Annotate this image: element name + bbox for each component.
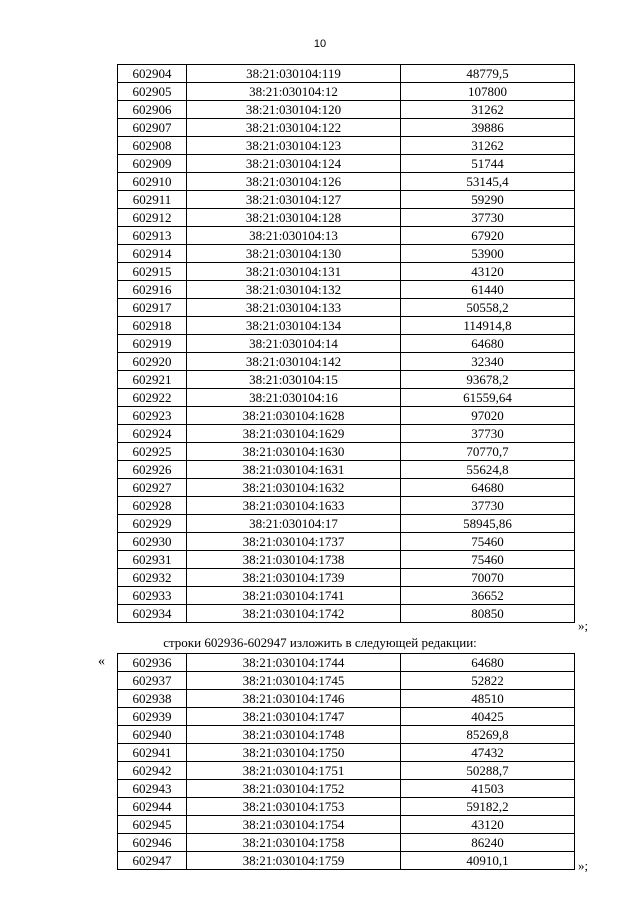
row-number-cell: 602933: [118, 587, 187, 605]
table-row: [118, 726, 575, 744]
row-number-cell: 602927: [118, 479, 187, 497]
cadastral-number-cell: 38:21:030104:1747: [187, 708, 401, 726]
value-cell: 39886: [401, 119, 575, 137]
value-cell: 59182,2: [401, 798, 575, 816]
row-number-cell: 602915: [118, 263, 187, 281]
cadastral-number-cell: 38:21:030104:12: [187, 83, 401, 101]
row-number-cell: 602934: [118, 605, 187, 623]
value-cell: 36652: [401, 587, 575, 605]
table-row: [118, 605, 575, 623]
value-cell: 32340: [401, 353, 575, 371]
table-row: [118, 119, 575, 137]
opening-quote: «: [98, 654, 105, 669]
cadastral-number-cell: 38:21:030104:17: [187, 515, 401, 533]
value-cell: 37730: [401, 497, 575, 515]
row-number-cell: 602942: [118, 762, 187, 780]
value-cell: 48779,5: [401, 65, 575, 83]
register-table-2: [117, 653, 575, 870]
cadastral-number-cell: 38:21:030104:131: [187, 263, 401, 281]
row-number-cell: 602922: [118, 389, 187, 407]
table-row: [118, 780, 575, 798]
row-number-cell: 602931: [118, 551, 187, 569]
register-table-1: [117, 64, 575, 623]
row-number-cell: 602945: [118, 816, 187, 834]
cadastral-number-cell: 38:21:030104:1737: [187, 533, 401, 551]
row-number-cell: 602910: [118, 173, 187, 191]
cadastral-number-cell: 38:21:030104:1632: [187, 479, 401, 497]
value-cell: 97020: [401, 407, 575, 425]
cadastral-number-cell: 38:21:030104:142: [187, 353, 401, 371]
table-row: [118, 497, 575, 515]
table-row: [118, 852, 575, 870]
cadastral-number-cell: 38:21:030104:134: [187, 317, 401, 335]
row-number-cell: 602914: [118, 245, 187, 263]
cadastral-number-cell: 38:21:030104:1752: [187, 780, 401, 798]
row-number-cell: 602928: [118, 497, 187, 515]
table-row: [118, 227, 575, 245]
value-cell: 114914,8: [401, 317, 575, 335]
row-number-cell: 602947: [118, 852, 187, 870]
row-number-cell: 602905: [118, 83, 187, 101]
row-number-cell: 602926: [118, 461, 187, 479]
value-cell: 37730: [401, 425, 575, 443]
cadastral-number-cell: 38:21:030104:128: [187, 209, 401, 227]
cadastral-number-cell: 38:21:030104:1628: [187, 407, 401, 425]
table-row: [118, 371, 575, 389]
value-cell: 50288,7: [401, 762, 575, 780]
row-number-cell: 602938: [118, 690, 187, 708]
table-row: [118, 744, 575, 762]
value-cell: 53145,4: [401, 173, 575, 191]
cadastral-number-cell: 38:21:030104:133: [187, 299, 401, 317]
row-number-cell: 602906: [118, 101, 187, 119]
page-number: 10: [313, 38, 327, 50]
row-number-cell: 602919: [118, 335, 187, 353]
row-number-cell: 602920: [118, 353, 187, 371]
table-row: [118, 461, 575, 479]
table-row: [118, 389, 575, 407]
row-number-cell: 602925: [118, 443, 187, 461]
value-cell: 40910,1: [401, 852, 575, 870]
table-row: [118, 263, 575, 281]
table-row: [118, 317, 575, 335]
cadastral-number-cell: 38:21:030104:15: [187, 371, 401, 389]
cadastral-number-cell: 38:21:030104:120: [187, 101, 401, 119]
row-number-cell: 602936: [118, 654, 187, 672]
cadastral-number-cell: 38:21:030104:127: [187, 191, 401, 209]
cadastral-number-cell: 38:21:030104:1746: [187, 690, 401, 708]
cadastral-number-cell: 38:21:030104:1745: [187, 672, 401, 690]
value-cell: 59290: [401, 191, 575, 209]
table-row: [118, 335, 575, 353]
table-row: [118, 155, 575, 173]
table-row: [118, 101, 575, 119]
cadastral-number-cell: 38:21:030104:1754: [187, 816, 401, 834]
value-cell: 51744: [401, 155, 575, 173]
table-row: [118, 299, 575, 317]
value-cell: 31262: [401, 101, 575, 119]
cadastral-number-cell: 38:21:030104:14: [187, 335, 401, 353]
cadastral-number-cell: 38:21:030104:119: [187, 65, 401, 83]
table-row: [118, 443, 575, 461]
row-number-cell: 602917: [118, 299, 187, 317]
value-cell: 61559,64: [401, 389, 575, 407]
table-row: [118, 654, 575, 672]
table-row: [118, 551, 575, 569]
row-number-cell: 602946: [118, 834, 187, 852]
row-number-cell: 602911: [118, 191, 187, 209]
value-cell: 67920: [401, 227, 575, 245]
value-cell: 55624,8: [401, 461, 575, 479]
cadastral-number-cell: 38:21:030104:1633: [187, 497, 401, 515]
table-row: [118, 137, 575, 155]
value-cell: 64680: [401, 335, 575, 353]
table-row: [118, 281, 575, 299]
table-row: [118, 816, 575, 834]
table-row: [118, 569, 575, 587]
value-cell: 58945,86: [401, 515, 575, 533]
row-number-cell: 602930: [118, 533, 187, 551]
row-number-cell: 602907: [118, 119, 187, 137]
row-number-cell: 602918: [118, 317, 187, 335]
row-number-cell: 602913: [118, 227, 187, 245]
table-row: [118, 672, 575, 690]
table-row: [118, 407, 575, 425]
cadastral-number-cell: 38:21:030104:122: [187, 119, 401, 137]
row-number-cell: 602944: [118, 798, 187, 816]
amendment-instruction: строки 602936-602947 изложить в следующей редакции:: [163, 635, 477, 650]
table-row: [118, 425, 575, 443]
cadastral-number-cell: 38:21:030104:1748: [187, 726, 401, 744]
value-cell: 61440: [401, 281, 575, 299]
value-cell: 50558,2: [401, 299, 575, 317]
cadastral-number-cell: 38:21:030104:1751: [187, 762, 401, 780]
table-row: [118, 209, 575, 227]
row-number-cell: 602909: [118, 155, 187, 173]
value-cell: 93678,2: [401, 371, 575, 389]
cadastral-number-cell: 38:21:030104:16: [187, 389, 401, 407]
closing-quote-2: »;: [578, 858, 589, 873]
value-cell: 86240: [401, 834, 575, 852]
cadastral-number-cell: 38:21:030104:1630: [187, 443, 401, 461]
value-cell: 43120: [401, 263, 575, 281]
row-number-cell: 602941: [118, 744, 187, 762]
table-row: [118, 798, 575, 816]
value-cell: 53900: [401, 245, 575, 263]
table-row: [118, 533, 575, 551]
row-number-cell: 602904: [118, 65, 187, 83]
table-row: [118, 353, 575, 371]
value-cell: 64680: [401, 479, 575, 497]
table-row: [118, 173, 575, 191]
cadastral-number-cell: 38:21:030104:1753: [187, 798, 401, 816]
value-cell: 75460: [401, 533, 575, 551]
value-cell: 47432: [401, 744, 575, 762]
table-row: [118, 708, 575, 726]
value-cell: 64680: [401, 654, 575, 672]
cadastral-number-cell: 38:21:030104:124: [187, 155, 401, 173]
cadastral-number-cell: 38:21:030104:132: [187, 281, 401, 299]
value-cell: 37730: [401, 209, 575, 227]
table-row: [118, 834, 575, 852]
cadastral-number-cell: 38:21:030104:1738: [187, 551, 401, 569]
cadastral-number-cell: 38:21:030104:1741: [187, 587, 401, 605]
cadastral-number-cell: 38:21:030104:1739: [187, 569, 401, 587]
closing-quote-1: »;: [578, 618, 589, 633]
row-number-cell: 602940: [118, 726, 187, 744]
row-number-cell: 602939: [118, 708, 187, 726]
cadastral-number-cell: 38:21:030104:1758: [187, 834, 401, 852]
value-cell: 48510: [401, 690, 575, 708]
row-number-cell: 602937: [118, 672, 187, 690]
value-cell: 70770,7: [401, 443, 575, 461]
table-row: [118, 479, 575, 497]
row-number-cell: 602908: [118, 137, 187, 155]
table-row: [118, 65, 575, 83]
value-cell: 75460: [401, 551, 575, 569]
cadastral-number-cell: 38:21:030104:1631: [187, 461, 401, 479]
table-row: [118, 191, 575, 209]
value-cell: 80850: [401, 605, 575, 623]
row-number-cell: 602912: [118, 209, 187, 227]
table-row: [118, 690, 575, 708]
cadastral-number-cell: 38:21:030104:1750: [187, 744, 401, 762]
table-row: [118, 245, 575, 263]
cadastral-number-cell: 38:21:030104:1742: [187, 605, 401, 623]
table-row: [118, 587, 575, 605]
cadastral-number-cell: 38:21:030104:130: [187, 245, 401, 263]
table-row: [118, 515, 575, 533]
cadastral-number-cell: 38:21:030104:1759: [187, 852, 401, 870]
row-number-cell: 602916: [118, 281, 187, 299]
cadastral-number-cell: 38:21:030104:123: [187, 137, 401, 155]
table-row: [118, 762, 575, 780]
row-number-cell: 602932: [118, 569, 187, 587]
cadastral-number-cell: 38:21:030104:13: [187, 227, 401, 245]
cadastral-number-cell: 38:21:030104:1744: [187, 654, 401, 672]
row-number-cell: 602921: [118, 371, 187, 389]
cadastral-number-cell: 38:21:030104:1629: [187, 425, 401, 443]
row-number-cell: 602943: [118, 780, 187, 798]
table-row: [118, 83, 575, 101]
cadastral-number-cell: 38:21:030104:126: [187, 173, 401, 191]
value-cell: 85269,8: [401, 726, 575, 744]
value-cell: 43120: [401, 816, 575, 834]
value-cell: 40425: [401, 708, 575, 726]
value-cell: 31262: [401, 137, 575, 155]
value-cell: 52822: [401, 672, 575, 690]
row-number-cell: 602929: [118, 515, 187, 533]
value-cell: 70070: [401, 569, 575, 587]
row-number-cell: 602924: [118, 425, 187, 443]
value-cell: 107800: [401, 83, 575, 101]
row-number-cell: 602923: [118, 407, 187, 425]
value-cell: 41503: [401, 780, 575, 798]
